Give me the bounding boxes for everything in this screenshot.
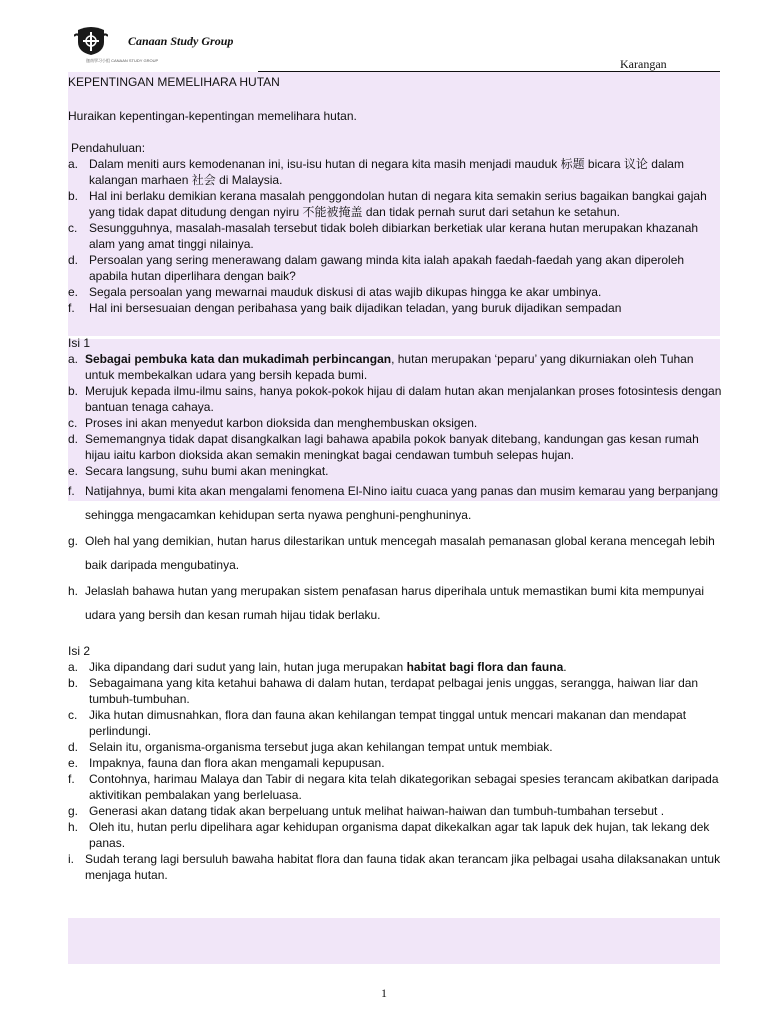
essay-body — [68, 72, 724, 883]
page-number: 1 — [381, 986, 387, 1000]
list-item: b. Hal ini berlaku demikian kerana masalah penggondolan hutan di negara kita semakin serius bagaikan bangkai gajah yang tidak dapat ditudung dengan nyiru 不能被掩盖 dan tidak pernah surut dari setahun ke setahun. — [68, 189, 707, 219]
list-item: a. Sebagai pembuka kata dan mukadimah perbincangan, hutan merupakan ‘peparu’ yang dikurniakan oleh Tuhan untuk membekalkan udara yang bersih kepada bumi. — [68, 352, 694, 382]
section-heading-isi-1: Isi 1 — [68, 336, 91, 350]
list-item: i. Sudah terang lagi bersuluh bawaha habitat flora dan fauna tidak akan terancam jika pelbagai usaha dilaksanakan untuk menjaga hutan. — [68, 852, 721, 882]
list-item: h. Oleh itu, hutan perlu dipelihara agar kehidupan organisma dapat dikekalkan agar tak lapuk dek hujan, tak lekang dek panas. — [68, 820, 710, 850]
list-item: h. Jelaslah bahawa hutan yang merupakan sistem penafasan harus diperihala untuk memastikan bumi kita mempunyai udara yang bersih dan kesan rumah hijau tidak berlaku. — [68, 584, 705, 622]
essay-question: Huraikan kepentingan-kepentingan memelihara hutan. — [68, 109, 357, 123]
pendahuluan-list — [68, 156, 724, 316]
section-heading-pendahuluan: Pendahuluan: — [71, 141, 146, 155]
list-item: b. Sebagaimana yang kita ketahui bahawa di dalam hutan, terdapat pelbagai jenis unggas, serangga, haiwan liar dan tumbuh-tumbuhan. — [68, 676, 699, 706]
list-item: d. Sememangnya tidak dapat disangkalkan lagi bahawa apabila pokok banyak ditebang, kandungan gas kesan rumah hijau iaitu karbon dioksida akan semakin meningkat bagai cendawan tumbuh selepas hujan. — [68, 432, 699, 462]
isi-2-list — [68, 659, 724, 883]
list-item: d. Selain itu, organisma-organisma tersebut juga akan kehilangan tempat untuk membiak. — [68, 740, 553, 754]
list-item: d. Persoalan yang sering menerawang dalam gawang minda kita ialah apakah faedah-faedah yang akan diperoleh apabila hutan diperlihara dengan baik? — [68, 253, 685, 283]
list-item: e. Impaknya, fauna dan flora akan mengamali kepupusan. — [68, 756, 385, 770]
section-heading-isi-2: Isi 2 — [68, 644, 91, 658]
list-item: c. Proses ini akan menyedut karbon dioksida dan menghembuskan oksigen. — [68, 416, 478, 430]
list-item: g. Oleh hal yang demikian, hutan harus dilestarikan untuk mencegah masalah pemanasan global kerana mencegah lebih baik daripada mengubatinya. — [68, 534, 715, 572]
shield-logo-icon — [74, 26, 108, 56]
list-item: f. Contohnya, harimau Malaya dan Tabir di negara kita telah dikategorikan sebagai spesies terancam akibatkan daripada aktivitikan pembalakan yang berleluasa. — [68, 772, 719, 802]
key-phrase: habitat bagi flora dan fauna — [406, 660, 564, 674]
list-item: f. Natijahnya, bumi kita akan mengalami fenomena El-Nino iaitu cuaca yang panas dan musim kemarau yang berpanjang sehingga mengacamkan kehidupan serta nyawa penghuni-penghuninya. — [68, 484, 719, 522]
list-item: a. Jika dipandang dari sudut yang lain, hutan juga merupakan habitat bagi flora dan fauna. — [68, 660, 567, 674]
essay-title: KEPENTINGAN MEMELIHARA HUTAN — [68, 75, 280, 89]
logo-subtitle: 迦南學习小组 CANAAN STUDY GROUP — [86, 58, 159, 63]
list-item: e. Segala persoalan yang mewarnai mauduk diskusi di atas wajib dikupas hingga ke akar umbinya. — [68, 285, 602, 299]
brand-name: Canaan Study Group — [128, 34, 234, 48]
list-item: c. Sesungguhnya, masalah-masalah tersebut tidak boleh dibiarkan berketiak ular kerana hutan merupakan khazanah alam yang amat tinggi nilainya. — [68, 221, 699, 251]
key-phrase: Sebagai pembuka kata dan mukadimah perbincangan — [85, 352, 392, 366]
list-item: g. Generasi akan datang tidak akan berpeluang untuk melihat haiwan-haiwan dan tumbuh-tumbahan tersebut . — [68, 804, 665, 818]
document-type-label: Karangan — [620, 57, 667, 71]
list-item: f. Hal ini bersesuaian dengan peribahasa yang baik dijadikan teladan, yang buruk dijadikan sempadan — [68, 301, 622, 315]
list-item: e. Secara langsung, suhu bumi akan meningkat. — [68, 464, 329, 478]
list-item: a. Dalam meniti aurs kemodenanan ini, isu-isu hutan di negara kita masih menjadi mauduk 标题 bicara 议论 dalam kalangan marhaen 社会 di Malaysia. — [68, 157, 684, 187]
highlight-band-isi2-end — [68, 918, 720, 964]
list-item: c. Jika hutan dimusnahkan, flora dan fauna akan kehilangan tempat tinggal untuk mencari makanan dan mendapat perlindungi. — [68, 708, 687, 738]
list-item: b. Merujuk kepada ilmu-ilmu sains, hanya pokok-pokok hijau di dalam hutan akan menjalankan proses fotosintesis dengan bantuan tenaga cahaya. — [68, 384, 722, 414]
isi-1-list — [68, 351, 724, 627]
